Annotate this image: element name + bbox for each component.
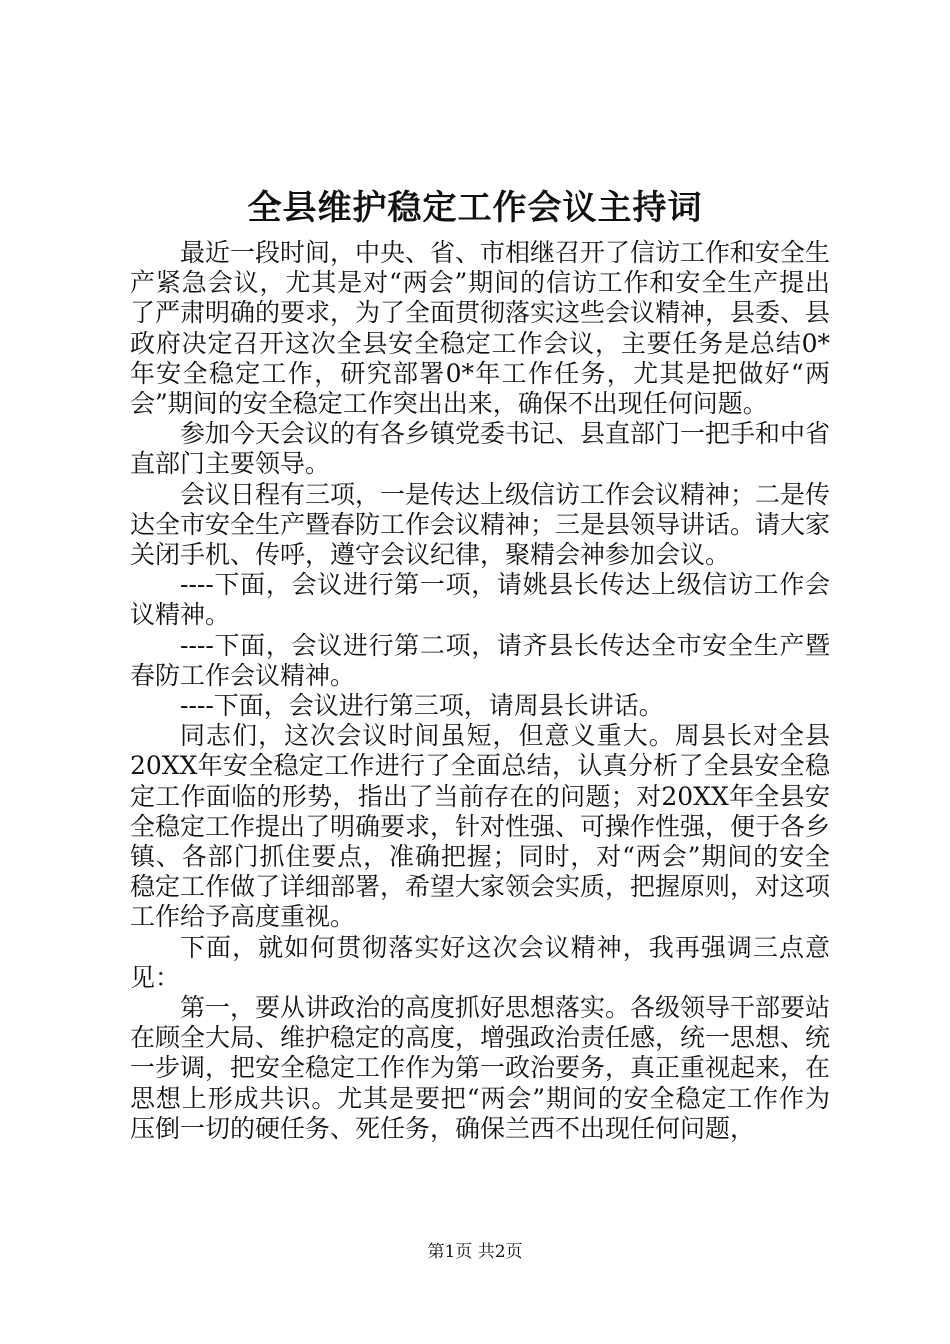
paragraph-item-two: ----下面，会议进行第二项，请齐县长传达全市安全生产暨春防工作会议精神。: [130, 630, 830, 690]
paragraph-opening: 最近一段时间，中央、省、市相继召开了信访工作和安全生产紧急会议，尤其是对“两会”期间的信访工作和安全生产提出了严肃明确的要求，为了全面贯彻落实这些会议精神，县委、县政府决定召开这次全县安全稳定工作会议，主要任务是总结0*年安全稳定工作，研究部署0*年工作任务，尤其是把做好“两会”期间的安全稳定工作突出出来，确保不出现任何问题。: [130, 238, 831, 419]
paragraph-item-one: ----下面，会议进行第一项，请姚县长传达上级信访工作会议精神。: [130, 570, 830, 630]
paragraph-attendees: 参加今天会议的有各乡镇党委书记、县直部门一把手和中省直部门主要领导。: [130, 419, 831, 479]
paragraph-item-three: ----下面，会议进行第三项，请周县长讲话。: [180, 691, 664, 721]
paragraph-point-one: 第一，要从讲政治的高度抓好思想落实。各级领导干部要站在顾全大局、维护稳定的高度，增强政治责任感，统一思想、统一步调，把安全稳定工作作为第一政治要务，真正重视起来，在思想上形成共识。尤其是要把“两会”期间的安全稳定工作作为压倒一切的硬任务、死任务，确保兰西不出现任何问题，: [130, 993, 831, 1143]
paragraph-agenda: 会议日程有三项，一是传达上级信访工作会议精神；二是传达全市安全生产暨春防工作会议精神；三是县领导讲话。请大家关闭手机、传呼，遵守会议纪律，聚精会神参加会议。: [130, 479, 831, 570]
document-body: [130, 238, 830, 1144]
document-title: 全县维护稳定工作会议主持词: [247, 188, 703, 228]
page-number: 第1页 共2页: [427, 1242, 523, 1262]
paragraph-intro-points: 下面，就如何贯彻落实好这次会议精神，我再强调三点意见：: [130, 932, 830, 992]
paragraph-summary: 同志们，这次会议时间虽短，但意义重大。周县长对全县20XX年安全稳定工作进行了全面总结，认真分析了全县安全稳定工作面临的形势，指出了当前存在的问题；对20XX年全县安全稳定工作提出了明确要求，针对性强、可操作性强，便于各乡镇、各部门抓住要点，准确把握；同时，对“两会”期间的安全稳定工作做了详细部署，希望大家领会实质，把握原则，对这项工作给予高度重视。: [130, 721, 831, 932]
